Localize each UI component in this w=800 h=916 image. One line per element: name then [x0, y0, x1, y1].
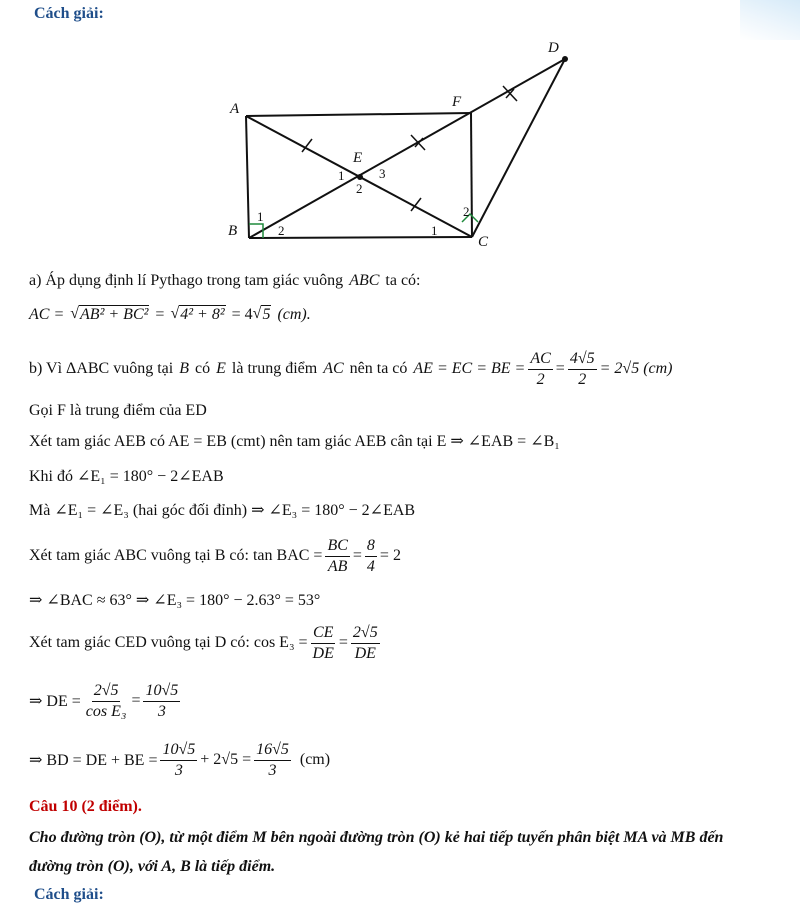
angle-mark-B2: 2 — [278, 223, 285, 238]
geometry-figure — [0, 30, 800, 290]
part-a-text: a) Áp dụng định lí Pythago trong tam giác vuông ABC ta có: — [29, 272, 421, 289]
angle-mark-C1: 1 — [431, 223, 438, 238]
line-cos-e3: Xét tam giác CED vuông tại D có: cos E₃ = $\frac{CE}{DE}$ = $\frac{2√5}{DE}$ — [29, 624, 378, 662]
point-D — [562, 56, 568, 62]
segment-FC — [471, 113, 472, 237]
line-xet-aeb: Xét tam giác AEB có AE = EB (cmt) nên tam giác AEB cân tại E ⇒ ∠EAB = ∠B₁ — [29, 433, 560, 450]
angle-mark-B1: 1 — [257, 209, 264, 224]
angle-mark-E3: 3 — [379, 166, 386, 181]
heading-cach-giai: Cách giải: — [34, 5, 104, 22]
line-tan-bac: Xét tam giác ABC vuông tại B có: tan BAC = $\frac{BC}{AB}$ = $\frac{8}{4}$ = 2 — [29, 537, 401, 575]
label-F: F — [452, 94, 462, 110]
part-a-formula: AC = √ AB² + BC² = √ 4² + 8² = 4 √ 5 (cm). — [29, 305, 311, 323]
cau10-title: Câu 10 (2 điểm). — [29, 798, 142, 815]
line-ma: Mà ∠E₁ = ∠E₃ (hai góc đối đỉnh) ⇒ ∠E₃ = 180° − 2∠EAB — [29, 502, 416, 519]
angle-mark-E2: 2 — [356, 181, 363, 196]
point-E — [357, 174, 363, 180]
segment-AF — [246, 113, 471, 116]
label-A: A — [230, 101, 240, 117]
label-B: B — [228, 223, 238, 239]
segment-AB — [246, 116, 249, 238]
line-de: ⇒ DE = $\frac{2√5}{\text{cos E₃}}$ = $\frac{10√5}{3}$ — [29, 682, 179, 720]
line-bd: ⇒ BD = DE + BE = $\frac{10√5}{3}$ + 2√5 = $\frac{16√5}{3}$ (cm) — [29, 741, 331, 779]
label-E: E — [353, 150, 363, 166]
angle-mark-E1: 1 — [338, 168, 345, 183]
line-khi-do: Khi đó ∠E₁ = 180° − 2∠EAB — [29, 468, 224, 485]
heading-cach-giai-2: Cách giải: — [34, 886, 104, 903]
angle-mark-C2: 2 — [463, 204, 470, 219]
cau10-body-2: đường tròn (O), với A, B là tiếp điểm. — [29, 858, 276, 875]
line-bac-63: ⇒ ∠BAC ≈ 63° ⇒ ∠E₃ = 180° − 2.63° = 53° — [29, 592, 321, 609]
part-b-line: b) Vì ΔABC vuông tại B có E là trung điểm AC nên ta có AE = EC = BE = $\frac{AC}{2}$ = $\frac{4√5}{2}$ = 2√5 (cm) — [29, 350, 673, 388]
line-goi-f: Gọi F là trung điểm của ED — [29, 402, 207, 419]
label-D: D — [548, 40, 559, 56]
cau10-body-1: Cho đường tròn (O), từ một điểm M bên ngoài đường tròn (O) kẻ hai tiếp tuyến phân biệt MA và MB đến — [29, 829, 724, 846]
label-C: C — [478, 234, 489, 250]
